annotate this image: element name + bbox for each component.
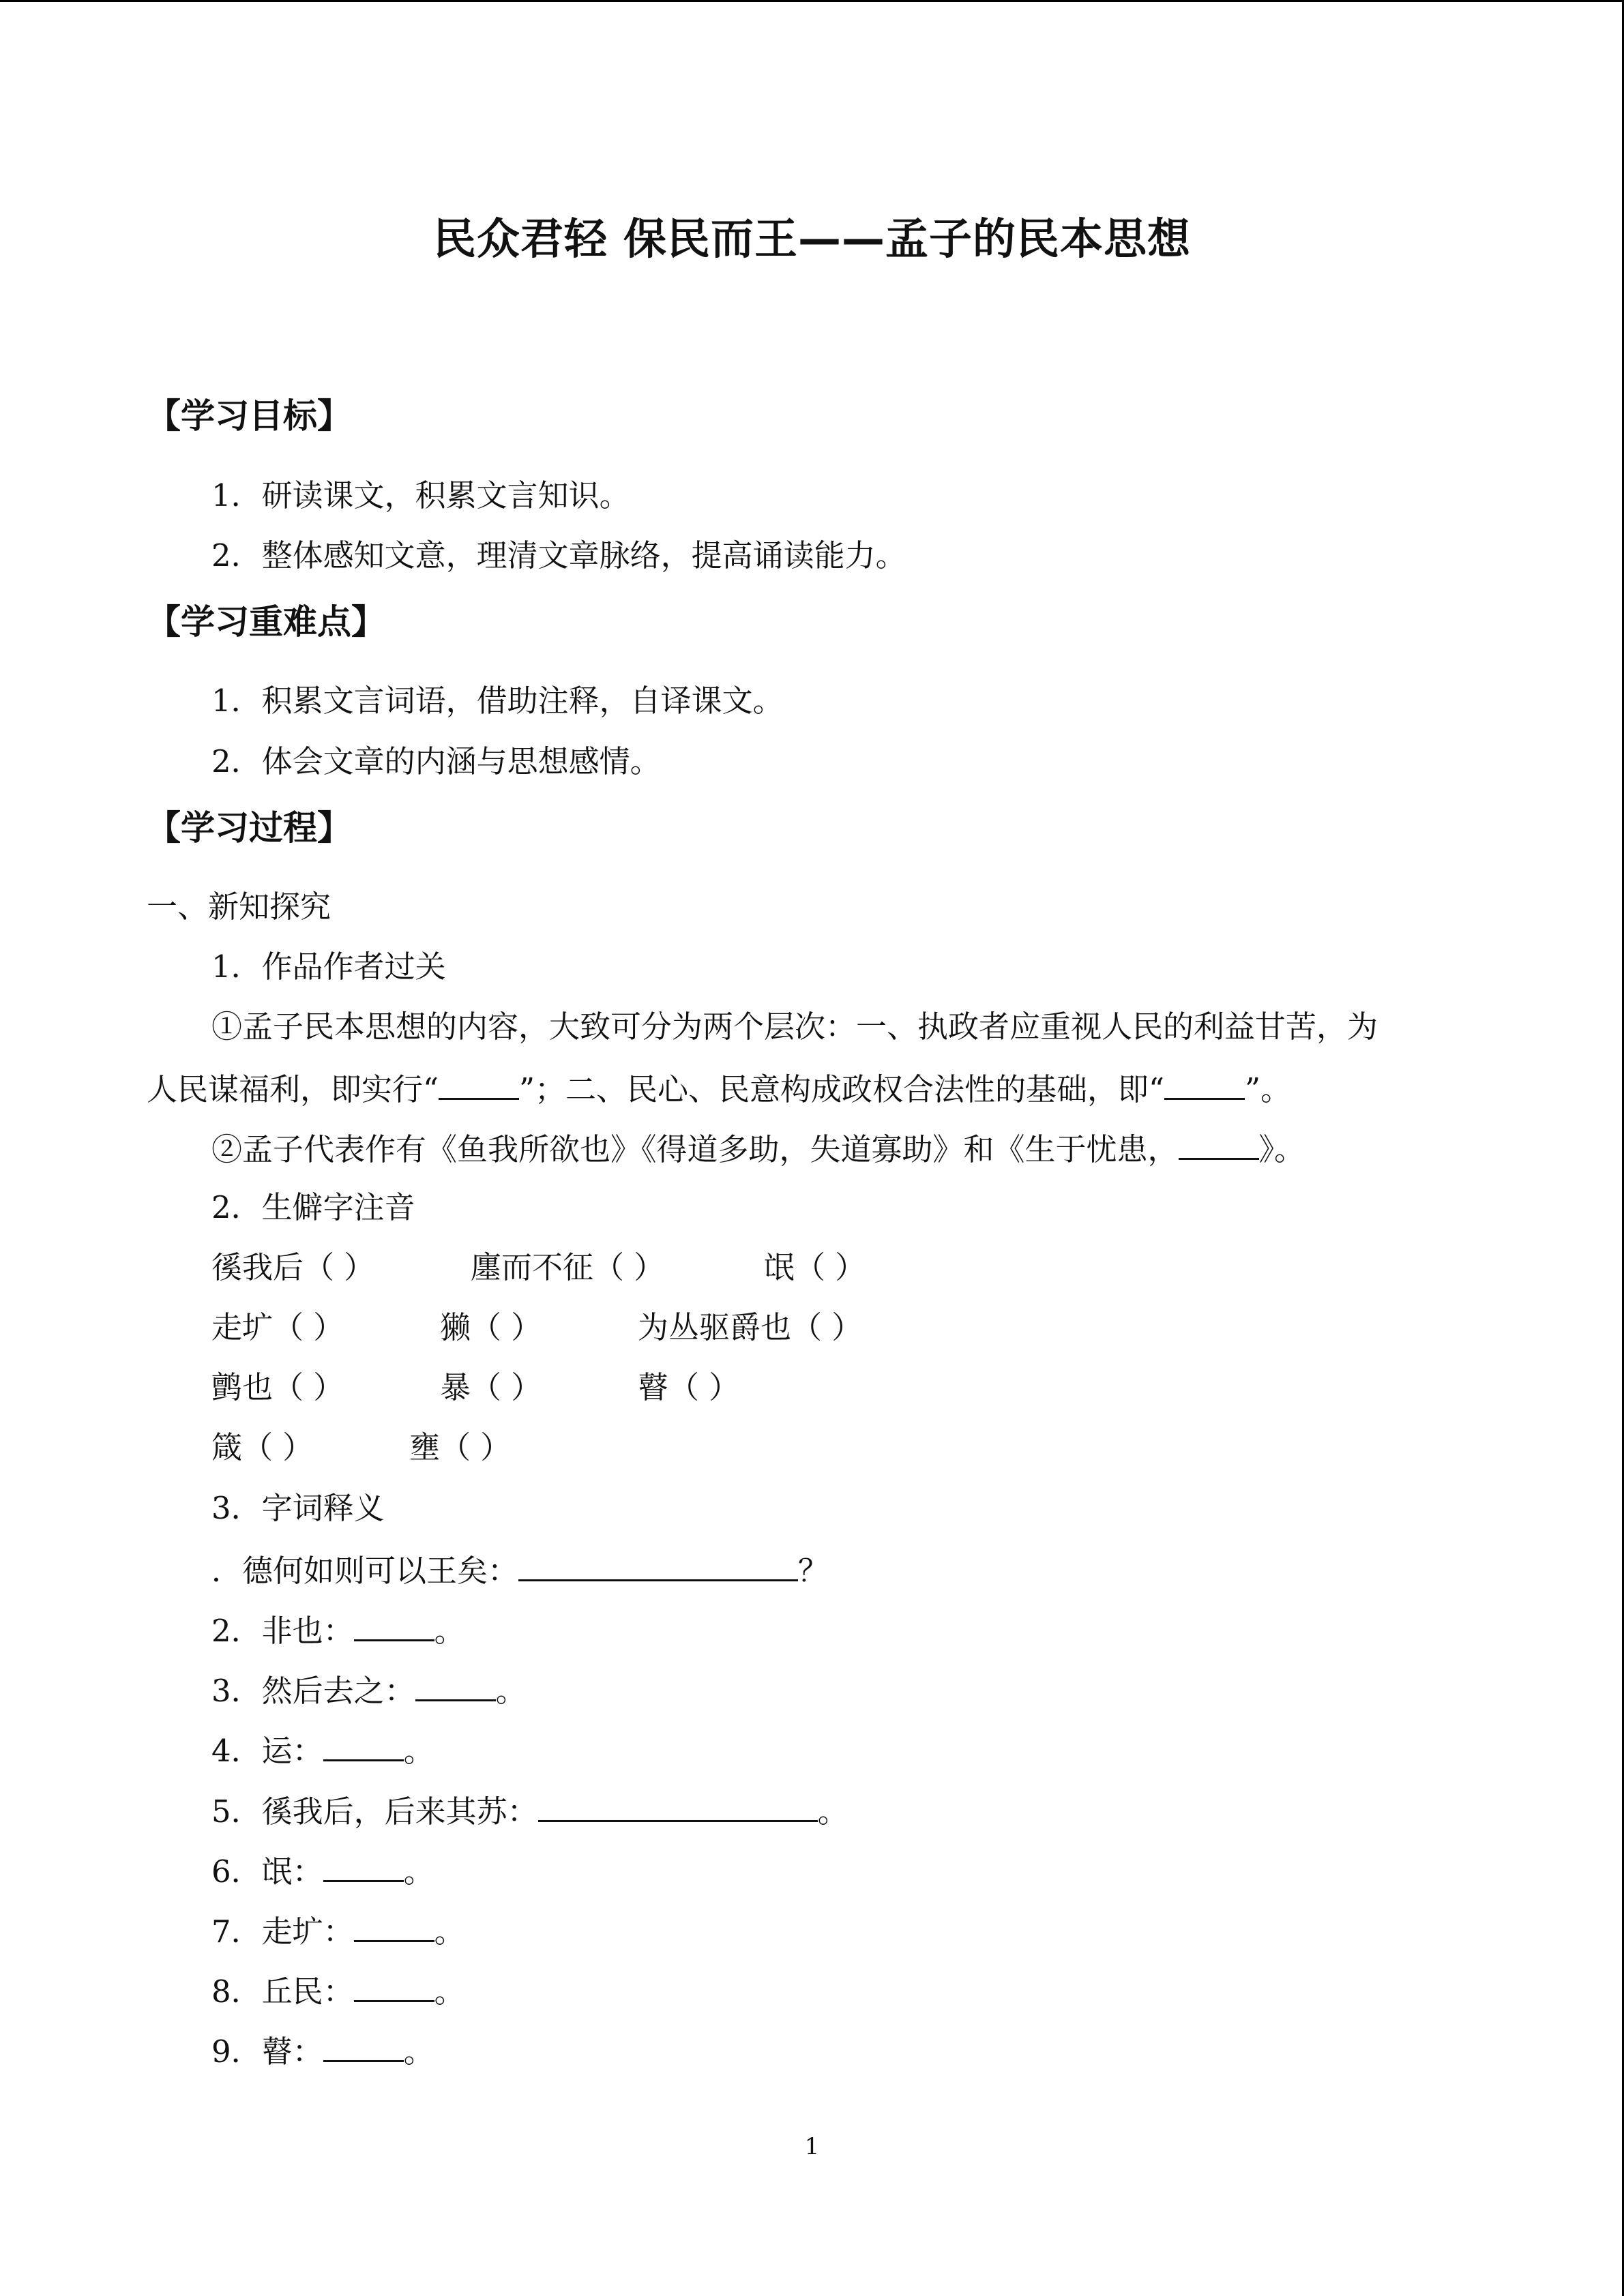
subheading: 3．字词释义 [211,1490,385,1526]
fill-blank[interactable] [323,1849,404,1882]
pinyin-item: 獭（ ） [440,1309,542,1345]
fill-blank[interactable] [323,1728,404,1761]
pinyin-item: 暴（ ） [440,1369,542,1405]
definition-item [211,2029,434,2072]
definition-prompt: 9．瞽： [211,2033,323,2070]
definition-end: 。 [403,1853,434,1890]
fill-blank[interactable] [1179,1127,1259,1160]
definition-prompt: 4．运： [211,1733,323,1769]
page-title: 民众君轻 保民而王——孟子的民本思想 [433,214,1191,264]
pinyin-item: 鹯也（ ） [211,1369,344,1405]
fill-blank[interactable] [354,1608,434,1641]
goals-heading: 【学习目标】 [147,396,351,436]
definition-end: 。 [434,1613,465,1649]
text-segment: 人民谋福利，即实行“ [147,1071,439,1107]
paragraph-line [211,1127,1305,1170]
definition-end: 。 [817,1793,848,1830]
key-point-item: 2．体会文章的内涵与思想感情。 [211,743,661,779]
process-heading: 【学习过程】 [147,808,351,848]
definition-item [211,1909,465,1952]
definition-item [211,1728,434,1772]
definition-prompt: 3．然后去之： [211,1673,415,1709]
definition-item [211,1969,465,2012]
top-border [0,0,1624,2]
text-segment: 》。 [1258,1131,1305,1167]
goal-item: 2．整体感知文意，理清文章脉络，提高诵读能力。 [211,537,906,573]
goal-item: 1．研读课文，积累文言知识。 [211,477,630,513]
definition-end: ？ [798,1553,829,1589]
pinyin-row [211,1247,866,1288]
definition-end: 。 [403,1733,434,1769]
definition-end: 。 [403,2033,434,2070]
pinyin-item: 为丛驱爵也（ ） [638,1309,863,1345]
part-heading: 一、新知探究 [147,889,331,925]
paragraph-line: ①孟子民本思想的内容，大致可分为两个层次：一、执政者应重视人民的利益甘苦，为 [211,1009,1378,1045]
pinyin-item: 廛而不征（ ） [471,1249,665,1285]
fill-blank[interactable] [518,1548,798,1581]
definition-prompt: 8．丘民： [211,1973,354,2010]
text-segment: ”。 [1245,1071,1292,1107]
definition-item [211,1789,848,1832]
fill-blank[interactable] [354,1969,434,2002]
pinyin-row [211,1427,511,1468]
definition-end: 。 [434,1973,465,2010]
fill-blank[interactable] [323,2029,404,2062]
definition-prompt: 2．非也： [211,1613,354,1649]
fill-blank[interactable] [538,1789,818,1822]
definition-item [211,1548,829,1592]
pinyin-item: 壅（ ） [409,1429,512,1465]
definition-end: 。 [434,1913,465,1950]
definition-prompt: 7．走圹： [211,1913,354,1950]
pinyin-item: 箴（ ） [211,1429,314,1465]
pinyin-row [211,1367,739,1408]
text-segment: ”；二、民心、民意构成政权合法性的基础，即“ [519,1071,1165,1107]
key-point-item: 1．积累文言词语，借助注释，自译课文。 [211,683,784,719]
definition-prompt: 5．徯我后，后来其苏： [211,1793,538,1830]
subheading: 1．作品作者过关 [211,949,446,985]
page-number: 1 [804,2133,820,2160]
paragraph-line [147,1067,1291,1110]
definition-end: 。 [495,1673,527,1709]
definition-prompt: 6．氓： [211,1853,323,1890]
fill-blank[interactable] [354,1909,434,1942]
pinyin-item: 氓（ ） [764,1249,866,1285]
pinyin-item: 瞽（ ） [638,1369,740,1405]
subheading: 2．生僻字注音 [211,1189,415,1225]
fill-blank[interactable] [439,1067,519,1100]
key-points-heading: 【学习重难点】 [147,602,385,642]
fill-blank[interactable] [1164,1067,1245,1100]
definition-item [211,1849,434,1892]
definition-item [211,1608,465,1652]
text-segment: ②孟子代表作有《鱼我所欲也》《得道多助，失道寡助》和《生于忧患， [211,1131,1179,1167]
pinyin-row [211,1307,862,1348]
definition-item [211,1668,527,1712]
pinyin-item: 走圹（ ） [211,1309,344,1345]
fill-blank[interactable] [415,1668,496,1701]
pinyin-item: 徯我后（ ） [211,1249,375,1285]
definition-prompt: ．德何如则可以王矣： [211,1553,519,1589]
